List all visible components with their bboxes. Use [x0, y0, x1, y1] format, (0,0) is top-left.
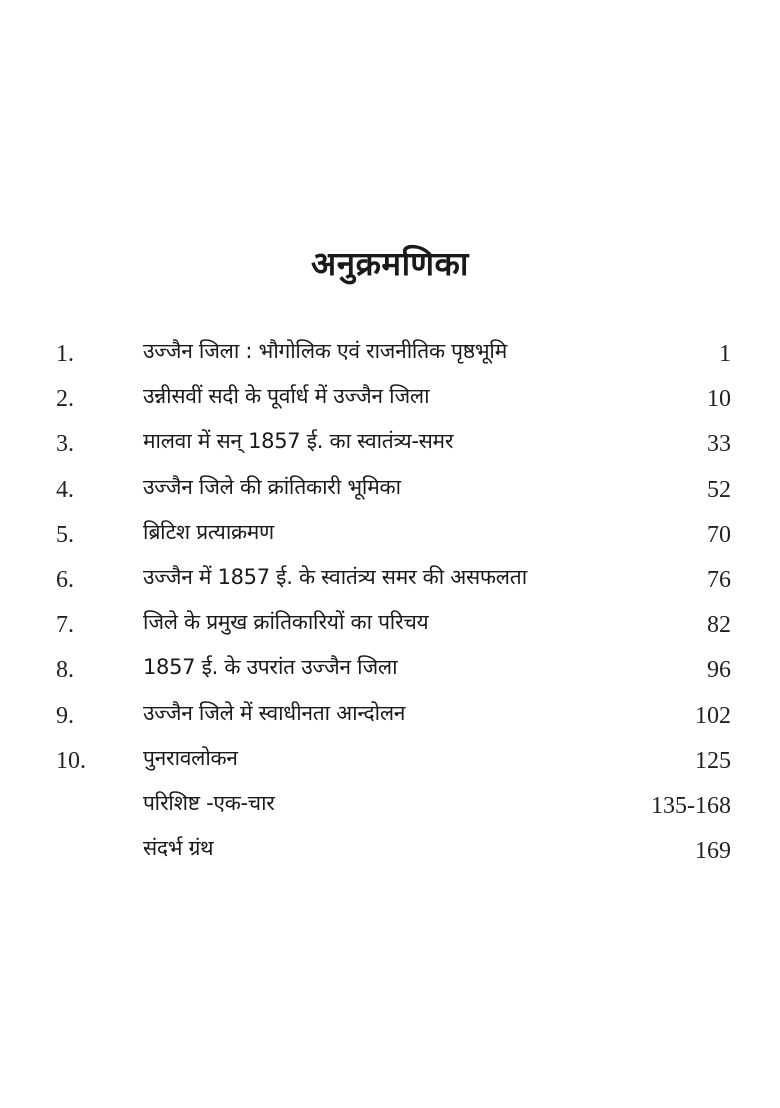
page-number: 102 [695, 702, 731, 729]
page-number: 33 [707, 431, 731, 458]
page-number: 52 [707, 476, 731, 503]
toc-entry-appendix[interactable] [0, 789, 780, 834]
chapter-number: 4. [56, 476, 74, 503]
chapter-number: 2. [56, 386, 74, 413]
chapter-title: उज्जैन जिले की क्रांतिकारी भूमिका [143, 474, 401, 499]
chapter-number: 10. [56, 747, 86, 774]
chapter-title: 1857 ई. के उपरांत उज्जैन जिला [143, 655, 398, 680]
toc-entry-8[interactable] [0, 653, 780, 698]
chapter-number: 5. [56, 521, 74, 548]
bibliography-title: संदर्भ ग्रंथ [143, 836, 214, 861]
page-number: 1 [719, 341, 731, 367]
chapter-number: 8. [56, 657, 74, 684]
chapter-number: 6. [56, 566, 74, 593]
toc-entry-1[interactable] [0, 337, 780, 382]
chapter-title: उज्जैन जिले में स्वाधीनता आन्दोलन [143, 700, 406, 725]
toc-entry-5[interactable] [0, 518, 780, 563]
chapter-number: 1. [56, 341, 74, 367]
page-number: 125 [695, 747, 731, 774]
page-number: 10 [707, 386, 731, 413]
page-number: 76 [707, 566, 731, 593]
chapter-title: उज्जैन में 1857 ई. के स्वातंत्र्य समर की असफलता [143, 564, 527, 589]
toc-entry-9[interactable] [0, 699, 780, 744]
page-number: 96 [707, 657, 731, 684]
page-title: अनुक्रमणिका [311, 244, 469, 284]
chapter-title: उन्नीसवीं सदी के पूर्वार्ध में उज्जैन जिला [143, 384, 430, 409]
chapter-title: उज्जैन जिला : भौगोलिक एवं राजनीतिक पृष्ठभूमि [143, 339, 508, 363]
page-number: 169 [695, 838, 731, 865]
page-number: 82 [707, 612, 731, 639]
toc-entry-7[interactable] [0, 608, 780, 653]
chapter-number: 7. [56, 612, 74, 639]
chapter-title: पुनरावलोकन [143, 745, 238, 770]
appendix-title: परिशिष्ट -एक-चार [143, 790, 275, 815]
page-number: 70 [707, 521, 731, 548]
chapter-title: मालवा में सन् 1857 ई. का स्वातंत्र्य-समर [143, 429, 454, 454]
chapter-number: 3. [56, 431, 74, 458]
toc-entry-6[interactable] [0, 563, 780, 608]
toc-entry-4[interactable] [0, 473, 780, 518]
page-number: 135-168 [651, 792, 731, 819]
toc-entry-10[interactable] [0, 744, 780, 789]
toc-entry-bibliography[interactable] [0, 834, 780, 879]
table-of-contents [0, 337, 780, 879]
toc-entry-2[interactable] [0, 382, 780, 427]
toc-entry-3[interactable] [0, 427, 780, 472]
chapter-number: 9. [56, 702, 74, 729]
chapter-title: ब्रिटिश प्रत्याक्रमण [143, 519, 274, 544]
chapter-title: जिले के प्रमुख क्रांतिकारियों का परिचय [143, 610, 429, 635]
